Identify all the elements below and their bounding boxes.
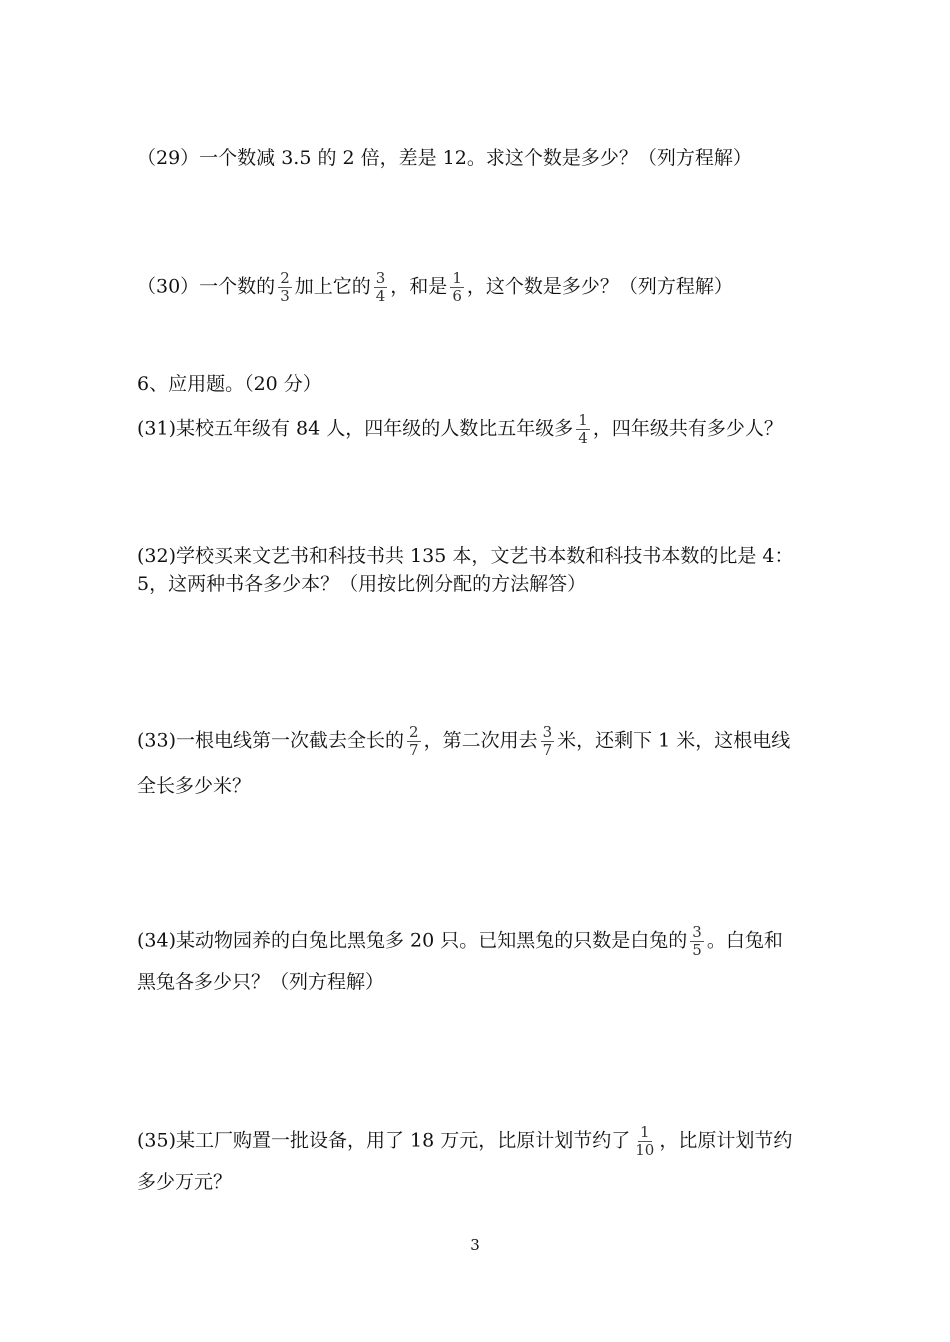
question-32-line-2: 5，这两种书各多少本？（用按比例分配的方法解答） [137, 573, 587, 595]
question-34 [137, 924, 783, 959]
question-30-part-b: 加上它的 [294, 275, 371, 298]
section-6-heading: 6、应用题。（20 分） [137, 373, 322, 395]
question-31-part-b: ，四年级共有多少人？ [592, 417, 783, 440]
question-31-part-a: (31)某校五年级有 84 人，四年级的人数比五年级多 [137, 417, 574, 440]
question-33-line-2: 全长多少米？ [137, 775, 252, 797]
question-34-part-b: 。白兔和 [706, 929, 783, 952]
question-33 [137, 724, 790, 759]
question-33-part-a: (33)一根电线第一次截去全长的 [137, 729, 405, 752]
fraction-3-5: $\frac{3}{5}$ [692, 923, 702, 959]
fraction-3-7: $\frac{3}{7}$ [542, 723, 553, 759]
fraction-1-4: $\frac{1}{4}$ [578, 411, 588, 447]
question-31 [137, 412, 783, 447]
question-32-line-1: (32)学校买来文艺书和科技书共 135 本，文艺书本数和科技书本数的比是 4： [137, 545, 794, 567]
question-30-part-d: ，这个数是多少？（列方程解） [466, 275, 733, 298]
question-33-part-b: ，第二次用去 [423, 729, 538, 752]
question-30-part-c: ，和是 [390, 275, 448, 298]
fraction-2-7: $\frac{2}{7}$ [409, 723, 419, 759]
question-35-line-2: 多少万元？ [137, 1171, 233, 1193]
question-30 [137, 270, 733, 305]
question-35-part-a: (35)某工厂购置一批设备，用了 18 万元，比原计划节约了 [137, 1129, 631, 1152]
question-35-part-b: ，比原计划节约 [659, 1129, 793, 1152]
fraction-3-4: $\frac{3}{4}$ [375, 269, 386, 305]
fraction-2-3: $\frac{2}{3}$ [280, 269, 290, 305]
question-34-line-2: 黑兔各多少只？（列方程解） [137, 971, 385, 993]
question-29 [137, 146, 752, 170]
question-34-part-a: (34)某动物园养的白兔比黑兔多 20 只。已知黑兔的只数是白兔的 [137, 929, 688, 952]
fraction-1-10: $\frac{1}{10}$ [635, 1123, 655, 1159]
question-33-part-c: 米，还剩下 1 米，这根电线 [557, 729, 791, 752]
question-35 [137, 1124, 792, 1159]
fraction-1-6: $\frac{1}{6}$ [452, 269, 462, 305]
question-30-part-a: （30）一个数的 [137, 275, 276, 298]
page-number: 3 [470, 1236, 480, 1254]
question-29-text: （29）一个数减 3.5 的 2 倍，差是 12。求这个数是多少？（列方程解） [137, 147, 752, 169]
